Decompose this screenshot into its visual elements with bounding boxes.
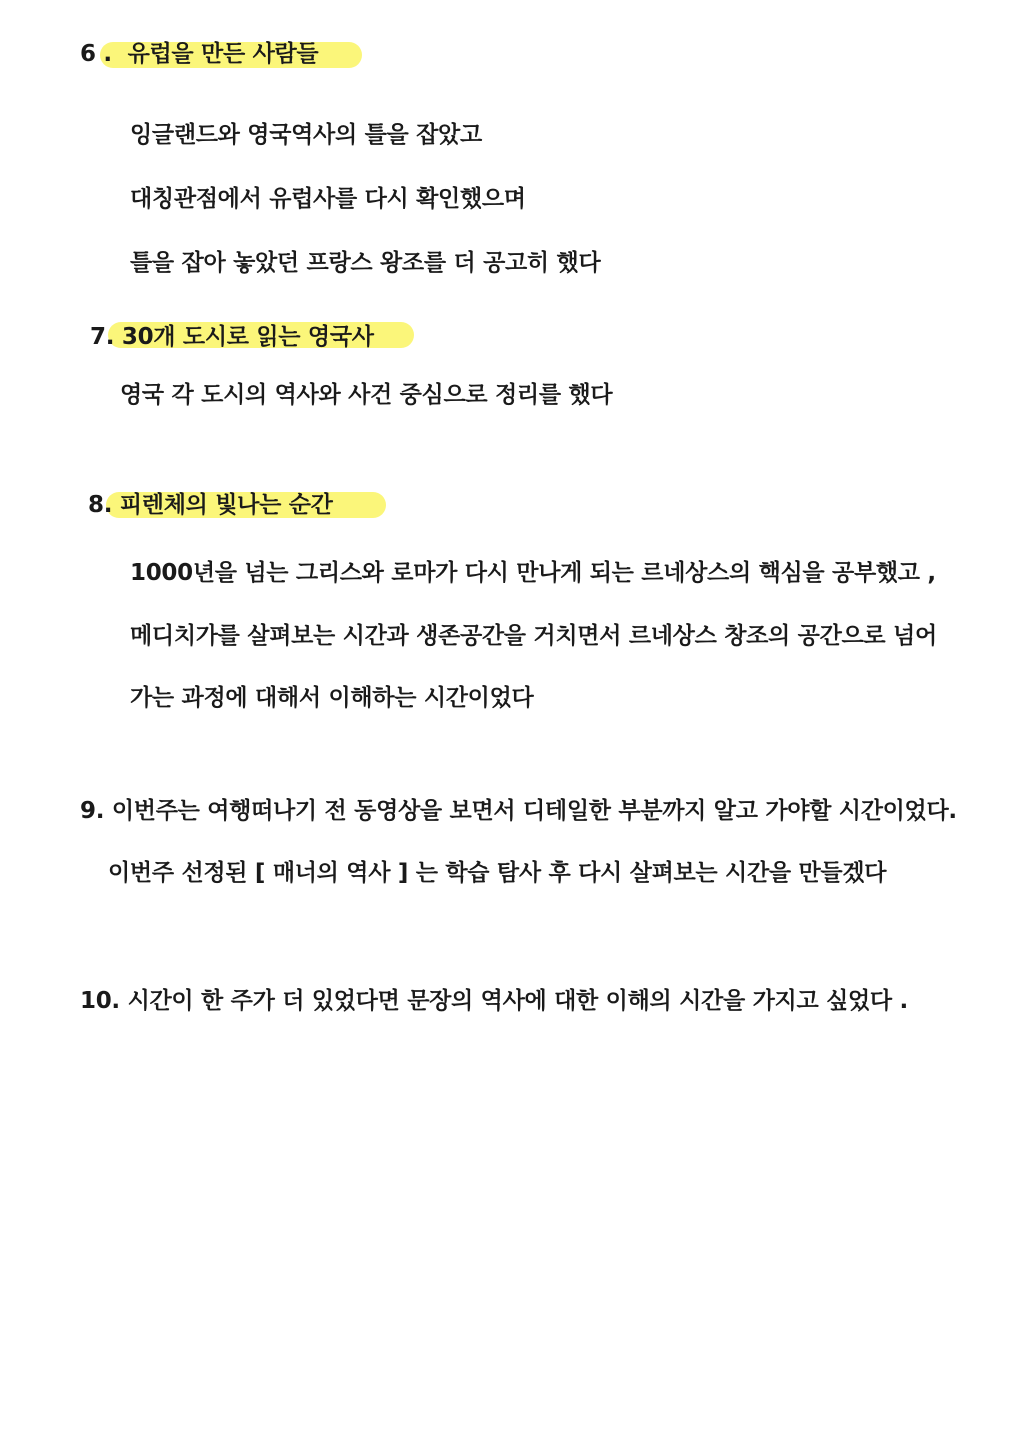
section-number: 10.: [80, 988, 120, 1014]
section-8-heading: [88, 494, 333, 517]
section-10-paragraph: [80, 990, 908, 1013]
section-number: 6 .: [80, 41, 112, 67]
paragraph-line: 이번주 선정된 [ 매너의 역사 ] 는 학습 탐사 후 다시 살펴보는 시간을 만들겠다: [108, 860, 887, 886]
section-number: 9.: [80, 798, 105, 824]
section-title: 유럽을 만든 사람들: [127, 41, 319, 67]
section-title: 피렌체의 빛나는 순간: [119, 492, 333, 518]
section-9-paragraph: [80, 800, 957, 823]
section-number: 7.: [90, 324, 115, 350]
paragraph-line: 대칭관점에서 유럽사를 다시 확인했으며: [130, 186, 526, 212]
section-number: 8.: [88, 492, 113, 518]
section-7-heading: [90, 326, 374, 349]
paragraph-text: 이번주는 여행떠나기 전 동영상을 보면서 디테일한 부분까지 알고 가야할 시간이었다.: [111, 798, 957, 824]
paragraph-line: 영국 각 도시의 역사와 사건 중심으로 정리를 했다: [120, 382, 613, 408]
paragraph-text: 시간이 한 주가 더 있었다면 문장의 역사에 대한 이해의 시간을 가지고 싶었다 .: [127, 988, 908, 1014]
paragraph-line: 메디치가를 살펴보는 시간과 생존공간을 거치면서 르네상스 창조의 공간으로 넘어: [130, 623, 937, 649]
paragraph-line: 잉글랜드와 영국역사의 틀을 잡았고: [130, 122, 482, 148]
section-6-heading: [80, 43, 318, 66]
section-title: 30개 도시로 읽는 영국사: [121, 324, 374, 350]
paragraph-line: 가는 과정에 대해서 이해하는 시간이었다: [130, 685, 534, 711]
paragraph-line: 틀을 잡아 놓았던 프랑스 왕조를 더 공고히 했다: [130, 250, 601, 276]
paragraph-line: 1000년을 넘는 그리스와 로마가 다시 만나게 되는 르네상스의 핵심을 공부했고 ,: [130, 560, 936, 586]
